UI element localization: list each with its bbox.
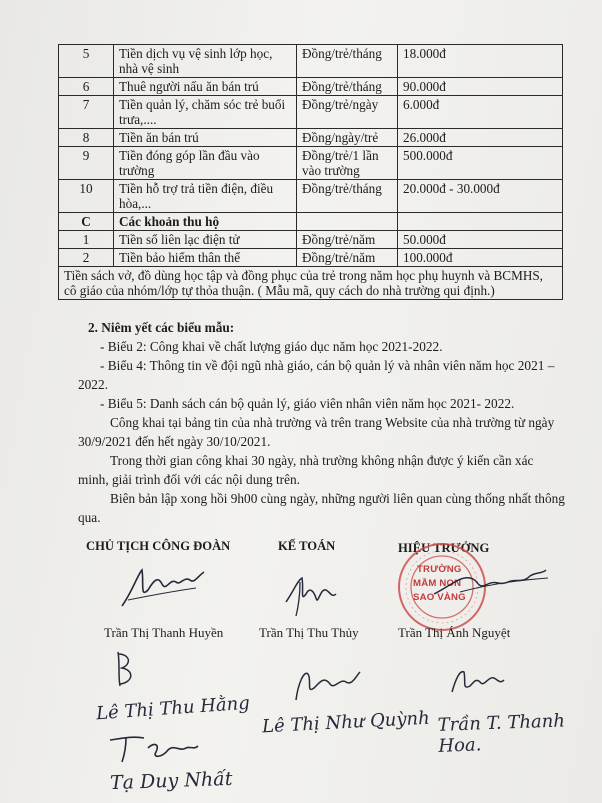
public-notice-paragraph: Công khai tại bảng tin của nhà trường và trên trang Website của nhà trường từ ngày 30/9/2021 đến hết ngày 30/10/2021. <box>78 415 555 449</box>
section-title: Các khoản thu hộ <box>114 213 297 231</box>
row-number: 1 <box>59 231 114 249</box>
section-number: C <box>59 213 114 231</box>
row-unit: Đồng/trẻ/ngày <box>297 96 398 129</box>
principal-signature-icon <box>430 562 550 602</box>
row-amount: 26.000đ <box>398 129 563 147</box>
row-item: Tiền sổ liên lạc điện tử <box>114 231 297 249</box>
row-amount: 90.000đ <box>398 78 563 96</box>
row-unit: Đồng/trẻ/tháng <box>297 78 398 96</box>
row-amount: 100.000đ <box>398 249 563 267</box>
row-unit: Đồng/trẻ/năm <box>297 249 398 267</box>
row-unit: Đồng/trẻ/tháng <box>297 180 398 213</box>
fees-table <box>58 44 563 300</box>
table-note: Tiền sách vở, đồ dùng học tập và đồng phục của trẻ trong năm học phụ huynh và BCMHS, cô giáo của nhóm/lớp tự thỏa thuận. ( Mẫu mã, quy cách do nhà trường qui định.) <box>59 267 563 300</box>
row-number: 6 <box>59 78 114 96</box>
row-number: 8 <box>59 129 114 147</box>
row-number: 2 <box>59 249 114 267</box>
row-number: 10 <box>59 180 114 213</box>
accountant-title: KẾ TOÁN <box>278 539 336 553</box>
accountant-signature-icon <box>280 572 340 618</box>
principal-name: Trần Thị Ánh Nguyệt <box>398 625 511 640</box>
row-amount: 500.000đ <box>398 147 563 180</box>
row-unit: Đồng/trẻ/tháng <box>297 45 398 78</box>
handwritten-name-2: Lê Thị Như Quỳnh <box>261 707 431 738</box>
form-item-bieu2: - Biểu 2: Công khai về chất lượng giáo dục năm học 2021-2022. <box>100 339 443 354</box>
row-number: 7 <box>59 96 114 129</box>
row-item: Tiền hỗ trợ trả tiền điện, điều hòa,... <box>114 180 297 213</box>
handwritten-name-1: Lê Thị Thu Hằng <box>95 692 251 725</box>
table-note-row <box>59 267 563 300</box>
row-unit: Đồng/trẻ/năm <box>297 231 398 249</box>
stamp-line-1: TRƯỜNG <box>417 564 462 575</box>
row-item: Tiền dịch vụ vệ sinh lớp học, nhà vệ sinh <box>114 45 297 78</box>
section-heading: 2. Niêm yết các biểu mẫu: <box>88 320 235 335</box>
row-number: 9 <box>59 147 114 180</box>
closing-paragraph: Biên bản lập xong hồi 9h00 cùng ngày, những người liên quan cùng thống nhất thông qua. <box>78 491 565 525</box>
row-number: 5 <box>59 45 114 78</box>
table-row <box>59 129 563 147</box>
accountant-name: Trần Thị Thu Thủy <box>259 625 359 640</box>
handwritten-signature-icon <box>446 664 506 700</box>
row-item: Tiền quản lý, chăm sóc trẻ buổi trưa,.... <box>114 96 297 129</box>
handwritten-signature-icon <box>290 664 364 708</box>
row-item: Tiền đóng góp lần đầu vào trường <box>114 147 297 180</box>
handwritten-name-3: Trần T. Thanh Hoa. <box>437 710 566 757</box>
row-item: Tiền bảo hiểm thân thể <box>114 249 297 267</box>
union-chair-name: Trần Thị Thanh Huyền <box>104 625 224 640</box>
table-row <box>59 45 563 78</box>
table-section-row <box>59 213 563 231</box>
empty-cell <box>297 213 398 231</box>
row-amount: 6.000đ <box>398 96 563 129</box>
union-chair-title: CHỦ TỊCH CÔNG ĐOÀN <box>86 539 231 553</box>
row-unit: Đồng/ngày/trẻ <box>297 129 398 147</box>
row-item: Thuê người nấu ăn bán trú <box>114 78 297 96</box>
row-item: Tiền ăn bán trú <box>114 129 297 147</box>
table-row <box>59 249 563 267</box>
table-row <box>59 96 563 129</box>
row-amount: 50.000đ <box>398 231 563 249</box>
table-row <box>59 78 563 96</box>
handwritten-name-4: Tạ Duy Nhất <box>109 767 233 795</box>
handwritten-signature-icon <box>108 648 148 690</box>
row-unit: Đồng/trẻ/1 lần vào trường <box>297 147 398 180</box>
table-row <box>59 180 563 213</box>
feedback-paragraph: Trong thời gian công khai 30 ngày, nhà trường không nhận được ý kiến cần xác minh, giải trình đối với các nội dung trên. <box>78 453 534 487</box>
stamp-line-3: SAO VÀNG <box>413 592 466 603</box>
handwritten-signature-icon <box>104 732 200 766</box>
stamp-line-2: MẦM NON <box>413 578 462 589</box>
principal-title: HIỆU TRƯỞNG <box>398 541 490 555</box>
row-amount: 18.000đ <box>398 45 563 78</box>
union-chair-signature-icon <box>118 562 210 614</box>
empty-cell <box>398 213 563 231</box>
form-item-bieu4: - Biểu 4: Thông tin về đội ngũ nhà giáo, cán bộ quản lý và nhân viên năm học 2021 – 2022. <box>78 358 555 392</box>
table-row <box>59 147 563 180</box>
row-amount: 20.000đ - 30.000đ <box>398 180 563 213</box>
form-item-bieu5: - Biểu 5: Danh sách cán bộ quản lý, giáo viên nhân viên năm học 2021- 2022. <box>100 396 515 411</box>
section-2 <box>78 318 566 527</box>
table-row <box>59 231 563 249</box>
